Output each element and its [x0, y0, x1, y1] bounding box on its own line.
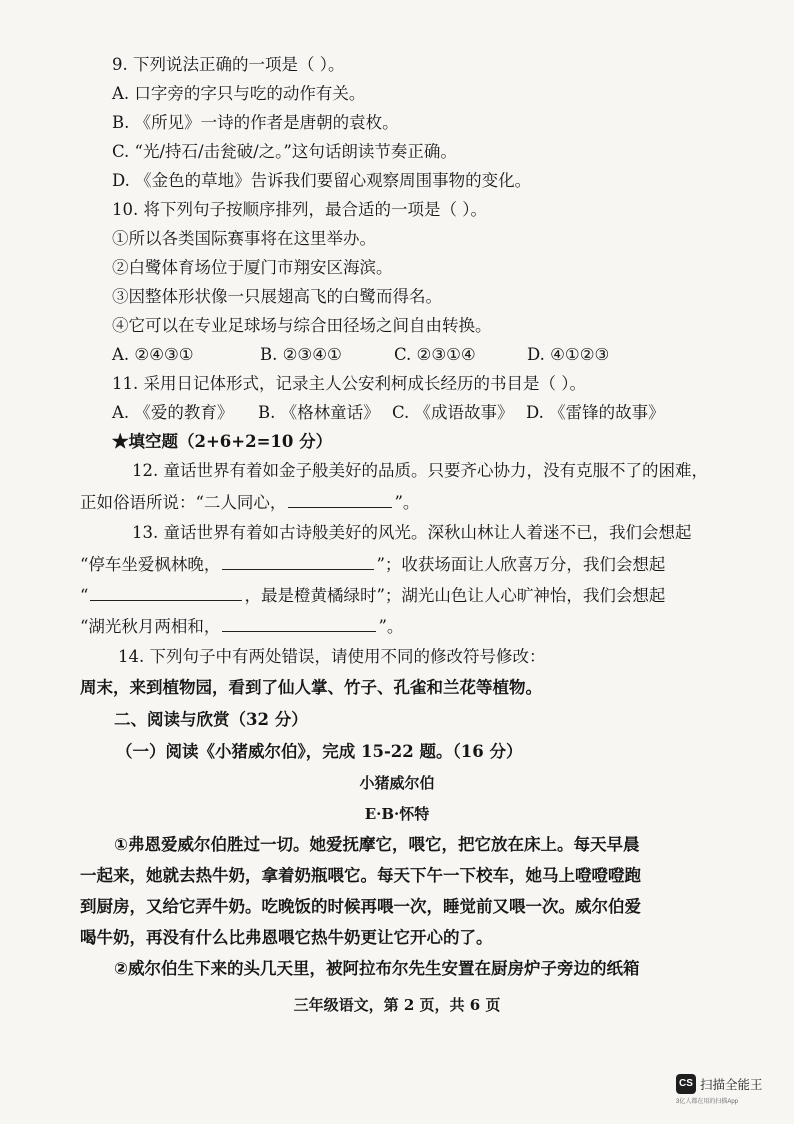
q14-stem: 14. 下列句子中有两处错误，请使用不同的修改符号修改：	[118, 647, 546, 666]
part-1-heading: （一）阅读《小猪威尔伯》，完成 15-22 题。（16 分）	[116, 742, 523, 761]
q13-blank-1[interactable]	[222, 553, 374, 570]
section-reading: 二、阅读与欣赏（32 分）	[114, 710, 308, 729]
story-p2-line-1: ②威尔伯生下来的头几天里，被阿拉布尔先生安置在厨房炉子旁边的纸箱	[114, 959, 640, 978]
q9-option-a: A. 口字旁的字只与吃的动作有关。	[112, 84, 366, 103]
q9-option-b: B. 《所见》一诗的作者是唐朝的袁枚。	[112, 113, 399, 132]
q10-stem: 10. 将下列句子按顺序排列，最合适的一项是（ ）。	[112, 200, 487, 219]
story-author: E·B·怀特	[364, 805, 430, 823]
scanner-watermark	[676, 1074, 763, 1108]
q13-line-4	[80, 615, 794, 638]
q10-option-b: B. ②③④①	[260, 345, 342, 364]
q13-blank-3[interactable]	[222, 615, 376, 632]
q11-option-c: C. 《成语故事》	[392, 403, 514, 422]
story-p1-line-4: 喝牛奶，再没有什么比弗恩喂它热牛奶更让它开心的了。	[80, 928, 493, 947]
q12-text-b: ”。	[394, 493, 420, 512]
watermark-tagline: 3亿人都在用的扫描App	[676, 1099, 739, 1105]
q12-line-1: 12. 童话世界有着如金子般美好的品质。只要齐心协力，没有克服不了的困难，	[132, 461, 708, 480]
page-footer: 三年级语文，第 2 页，共 6 页	[293, 996, 501, 1014]
q13-text-3a: “	[80, 586, 89, 605]
q10-sentence-1: ①所以各类国际赛事将在这里举办。	[112, 229, 376, 248]
section-fill-in: ★填空题（2+6+2=10 分）	[112, 432, 333, 451]
q14-sentence: 周末，来到植物园，看到了仙人掌、竹子、孔雀和兰花等植物。	[80, 678, 542, 697]
q13-line-2	[80, 553, 794, 576]
q11-option-d: D. 《雷锋的故事》	[526, 403, 665, 422]
q13-line-3	[80, 584, 794, 607]
q9-option-c: C. “光/持石/击瓮破/之。”这句话朗读节奏正确。	[112, 142, 457, 161]
q10-option-a: A. ②④③①	[112, 345, 194, 364]
story-p1-line-2: 一起来，她就去热牛奶，拿着奶瓶喂它。每天下午一下校车，她马上噔噔噔跑	[80, 866, 641, 885]
camscanner-logo-icon: CS	[676, 1074, 696, 1094]
q12-text-a: 正如俗语所说：“二人同心，	[80, 493, 287, 512]
q13-text-2b: ”；收获场面让人欣喜万分，我们会想起	[376, 555, 666, 574]
q12-blank[interactable]	[288, 491, 392, 508]
q13-line-1: 13. 童话世界有着如古诗般美好的风光。深秋山林让人着迷不已，我们会想起	[132, 523, 692, 542]
q10-option-d: D. ④①②③	[527, 345, 610, 364]
q11-stem: 11. 采用日记体形式，记录主人公安利柯成长经历的书目是（ ）。	[112, 374, 586, 393]
q10-sentence-3: ③因整体形状像一只展翅高飞的白鹭而得名。	[112, 287, 442, 306]
q9-stem: 9. 下列说法正确的一项是（ ）。	[112, 55, 345, 74]
story-p1-line-1: ①弗恩爱威尔伯胜过一切。她爱抚摩它，喂它，把它放在床上。每天早晨	[114, 835, 640, 854]
story-p1-line-3: 到厨房，又给它弄牛奶。吃晚饭的时候再喂一次，睡觉前又喂一次。威尔伯爱	[80, 897, 641, 916]
q12-line-2	[80, 491, 794, 514]
q13-blank-2[interactable]	[90, 584, 242, 601]
story-title: 小猪威尔伯	[359, 774, 435, 792]
q13-text-4a: “湖光秋月两相和，	[80, 617, 221, 636]
q13-text-4b: ”。	[378, 617, 404, 636]
q13-text-3b: ，最是橙黄橘绿时”；湖光山色让人心旷神怡，我们会想起	[244, 586, 666, 605]
watermark-name: 扫描全能王	[700, 1078, 763, 1092]
q11-option-a: A. 《爱的教育》	[112, 403, 234, 422]
q9-option-d: D. 《金色的草地》告诉我们要留心观察周围事物的变化。	[112, 171, 532, 190]
q10-option-c: C. ②③①④	[394, 345, 476, 364]
q13-text-2a: “停车坐爱枫林晚，	[80, 555, 221, 574]
q10-sentence-4: ④它可以在专业足球场与综合田径场之间自由转换。	[112, 316, 492, 335]
q10-sentence-2: ②白鹭体育场位于厦门市翔安区海滨。	[112, 258, 393, 277]
q11-option-b: B. 《格林童话》	[258, 403, 380, 422]
